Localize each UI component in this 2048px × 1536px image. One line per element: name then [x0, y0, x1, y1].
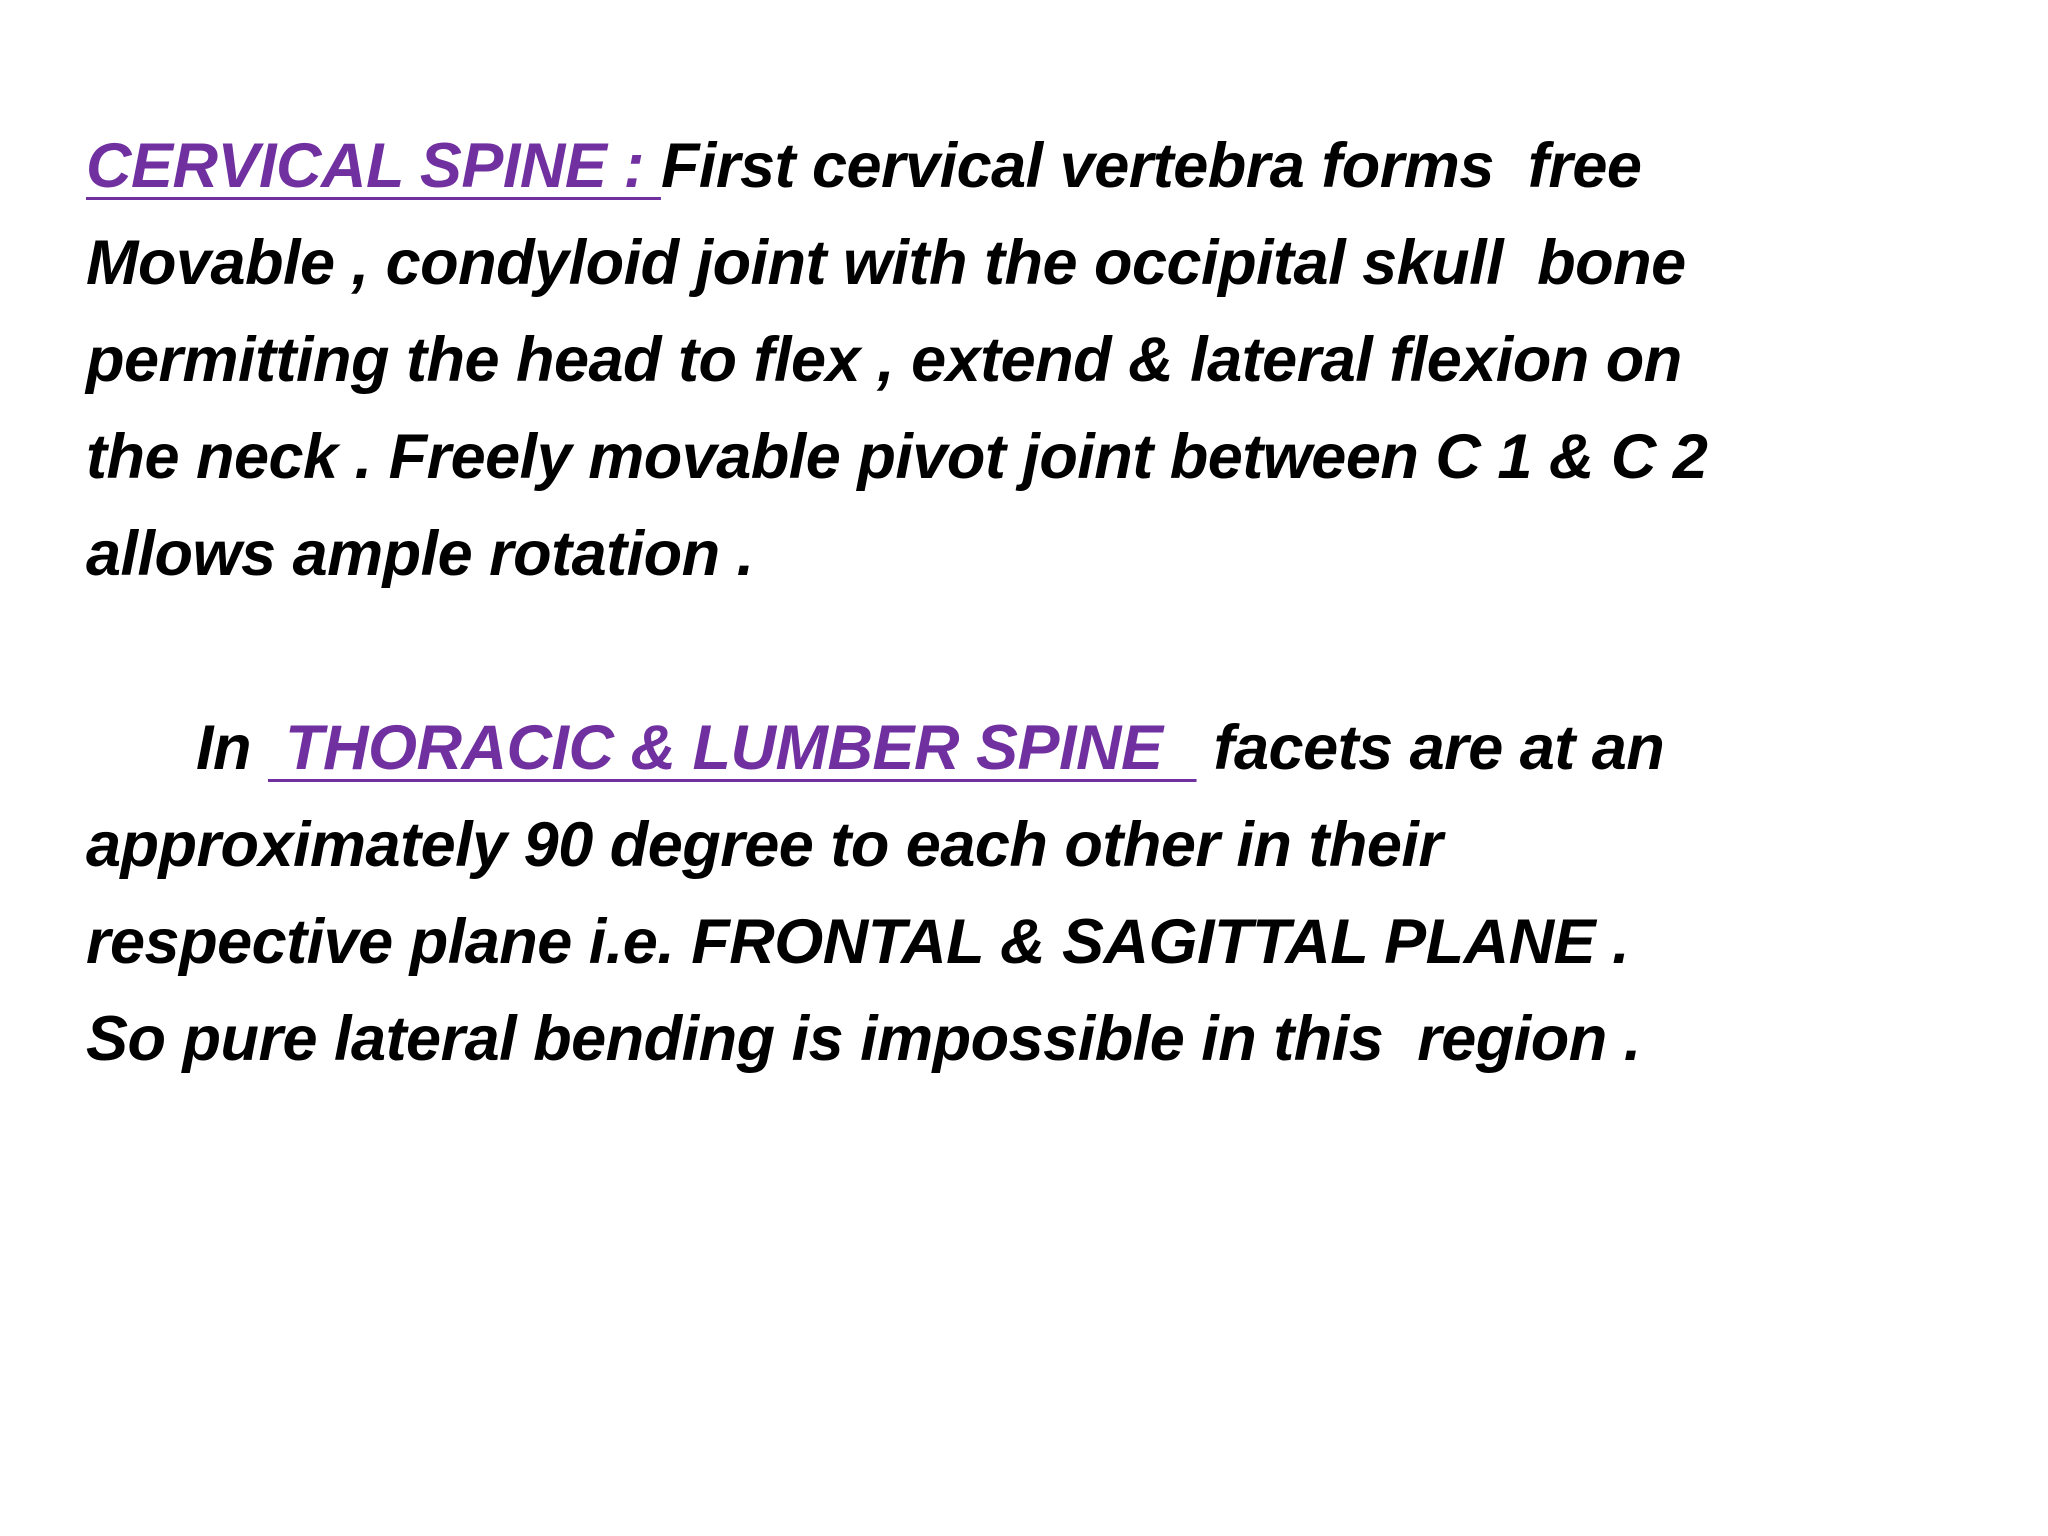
- thoracic-lead-text: In: [196, 713, 268, 783]
- paragraph-thoracic-line-4: So pure lateral bending is impossible in this region .: [86, 1004, 1641, 1074]
- paragraph-thoracic-line-3: respective plane i.e. FRONTAL & SAGITTAL PLANE .: [86, 907, 1630, 977]
- paragraph-cervical-line-1: [86, 118, 1986, 215]
- slide-body-text: [86, 118, 1986, 1088]
- thoracic-line-1-text: facets are at an: [1196, 713, 1665, 783]
- cervical-spine-heading: CERVICAL SPINE :: [86, 131, 661, 201]
- cervical-line-1-text: First cervical vertebra forms free: [660, 131, 1642, 201]
- paragraph-spacer: [86, 603, 1986, 700]
- thoracic-lumber-spine-heading: THORACIC & LUMBER SPINE: [268, 713, 1197, 783]
- paragraph-cervical-line-2: Movable , condyloid joint with the occipital skull bone: [86, 228, 1686, 298]
- paragraph-thoracic-line-1: [86, 700, 1986, 797]
- paragraph-cervical-line-5: allows ample rotation .: [86, 519, 754, 589]
- paragraph-thoracic-line-2: approximately 90 degree to each other in their: [86, 810, 1443, 880]
- paragraph-cervical-line-3: permitting the head to flex , extend & lateral flexion on: [86, 325, 1682, 395]
- paragraph-cervical-line-4: the neck . Freely movable pivot joint between C 1 & C 2: [86, 422, 1708, 492]
